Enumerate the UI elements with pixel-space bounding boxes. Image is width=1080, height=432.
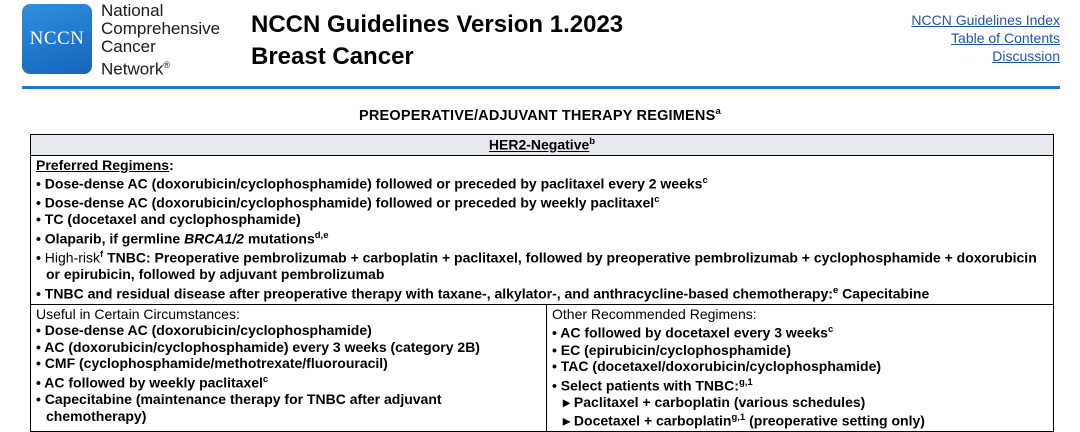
list-item: • AC (doxorubicin/cyclophosphamide) every 3 weeks (category 2B)	[36, 338, 480, 355]
list-item: • CMF (cyclophosphamide/methotrexate/fluorouracil)	[36, 355, 388, 372]
her2-negative-header: HER2-Negative$^b$	[31, 135, 1054, 156]
org-line-3: Cancer	[101, 37, 156, 56]
sub-list-item: ▸ Paclitaxel + carboplatin (various schedules)	[563, 393, 866, 410]
list-item: • High-risk$^f$ TNBC: Preoperative pembrolizumab + carboplatin + paclitaxel, followed by preoperative pembrolizumab + cyclophosphamide + doxorubicin or epirubicin, followed by adjuvant pembrolizumab	[36, 249, 1037, 283]
useful-title: Useful in Certain Circumstances:	[36, 305, 240, 322]
other-recommended-cell	[547, 304, 1054, 431]
header-divider	[22, 86, 1060, 89]
list-item: • Capecitabine (maintenance therapy for TNBC after adjuvant chemotherapy)	[36, 391, 442, 424]
list-item: • Dose-dense AC (doxorubicin/cyclophosphamide) followed or preceded by paclitaxel every 2 weeks$^c$	[36, 175, 708, 192]
column-header-row	[31, 135, 1054, 156]
section-heading: PREOPERATIVE/ADJUVANT THERAPY REGIMENS$^a$	[359, 106, 721, 124]
nccn-logo	[22, 4, 92, 74]
other-title: Other Recommended Regimens:	[552, 305, 757, 322]
preferred-regimens-cell	[31, 155, 1054, 304]
list-item: • TAC (docetaxel/doxorubicin/cyclophosphamide)	[552, 358, 882, 375]
list-item: • Select patients with TNBC:$^{g,1}$	[552, 376, 753, 394]
regimens-table	[30, 134, 1054, 432]
registered-mark: ®	[163, 60, 170, 70]
list-item: • TC (docetaxel and cyclophosphamide)	[36, 211, 301, 228]
secondary-row	[31, 304, 1054, 431]
title-line-1: NCCN Guidelines Version 1.2023	[251, 11, 624, 38]
list-item: • Olaparib, if germline BRCA1/2 mutations$^{d,e}$	[36, 229, 329, 247]
list-item: • AC followed by docetaxel every 3 weeks$^c$	[552, 324, 834, 342]
triangle-bullet-icon: ▸	[563, 412, 571, 429]
triangle-bullet-icon: ▸	[563, 393, 571, 410]
discussion-link[interactable]: Discussion	[992, 48, 1060, 64]
organization-name	[101, 2, 220, 79]
top-links	[911, 11, 1060, 65]
list-item: • Dose-dense AC (doxorubicin/cyclophosphamide) followed or preceded by weekly paclitaxel$^c$	[36, 194, 660, 211]
preferred-row	[31, 155, 1054, 304]
org-line-2: Comprehensive	[101, 19, 221, 38]
heading-footnote: a	[715, 106, 721, 117]
org-line-1: National	[101, 1, 164, 20]
page-title	[251, 9, 623, 73]
logo-text: NCCN	[29, 28, 85, 49]
useful-circumstances-cell	[31, 304, 547, 431]
table-of-contents-link[interactable]: Table of Contents	[951, 30, 1060, 46]
title-line-2: Breast Cancer	[251, 43, 414, 70]
list-item: • Dose-dense AC (doxorubicin/cyclophosphamide)	[36, 322, 372, 339]
preferred-title: Preferred Regimens:	[36, 156, 174, 173]
sub-list-item: ▸ Docetaxel + carboplatin$^{g,1}$ (preoperative setting only)	[563, 412, 925, 429]
guidelines-index-link[interactable]: NCCN Guidelines Index	[911, 12, 1060, 28]
list-item: • AC followed by weekly paclitaxel$^c$	[36, 373, 269, 391]
list-item: • TNBC and residual disease after preoperative therapy with taxane-, alkylator-, and anthracycline-based chemotherapy:$^e$ Capecitabine	[36, 284, 930, 302]
org-line-4: Network®	[101, 59, 170, 79]
list-item: • EC (epirubicin/cyclophosphamide)	[552, 341, 792, 358]
